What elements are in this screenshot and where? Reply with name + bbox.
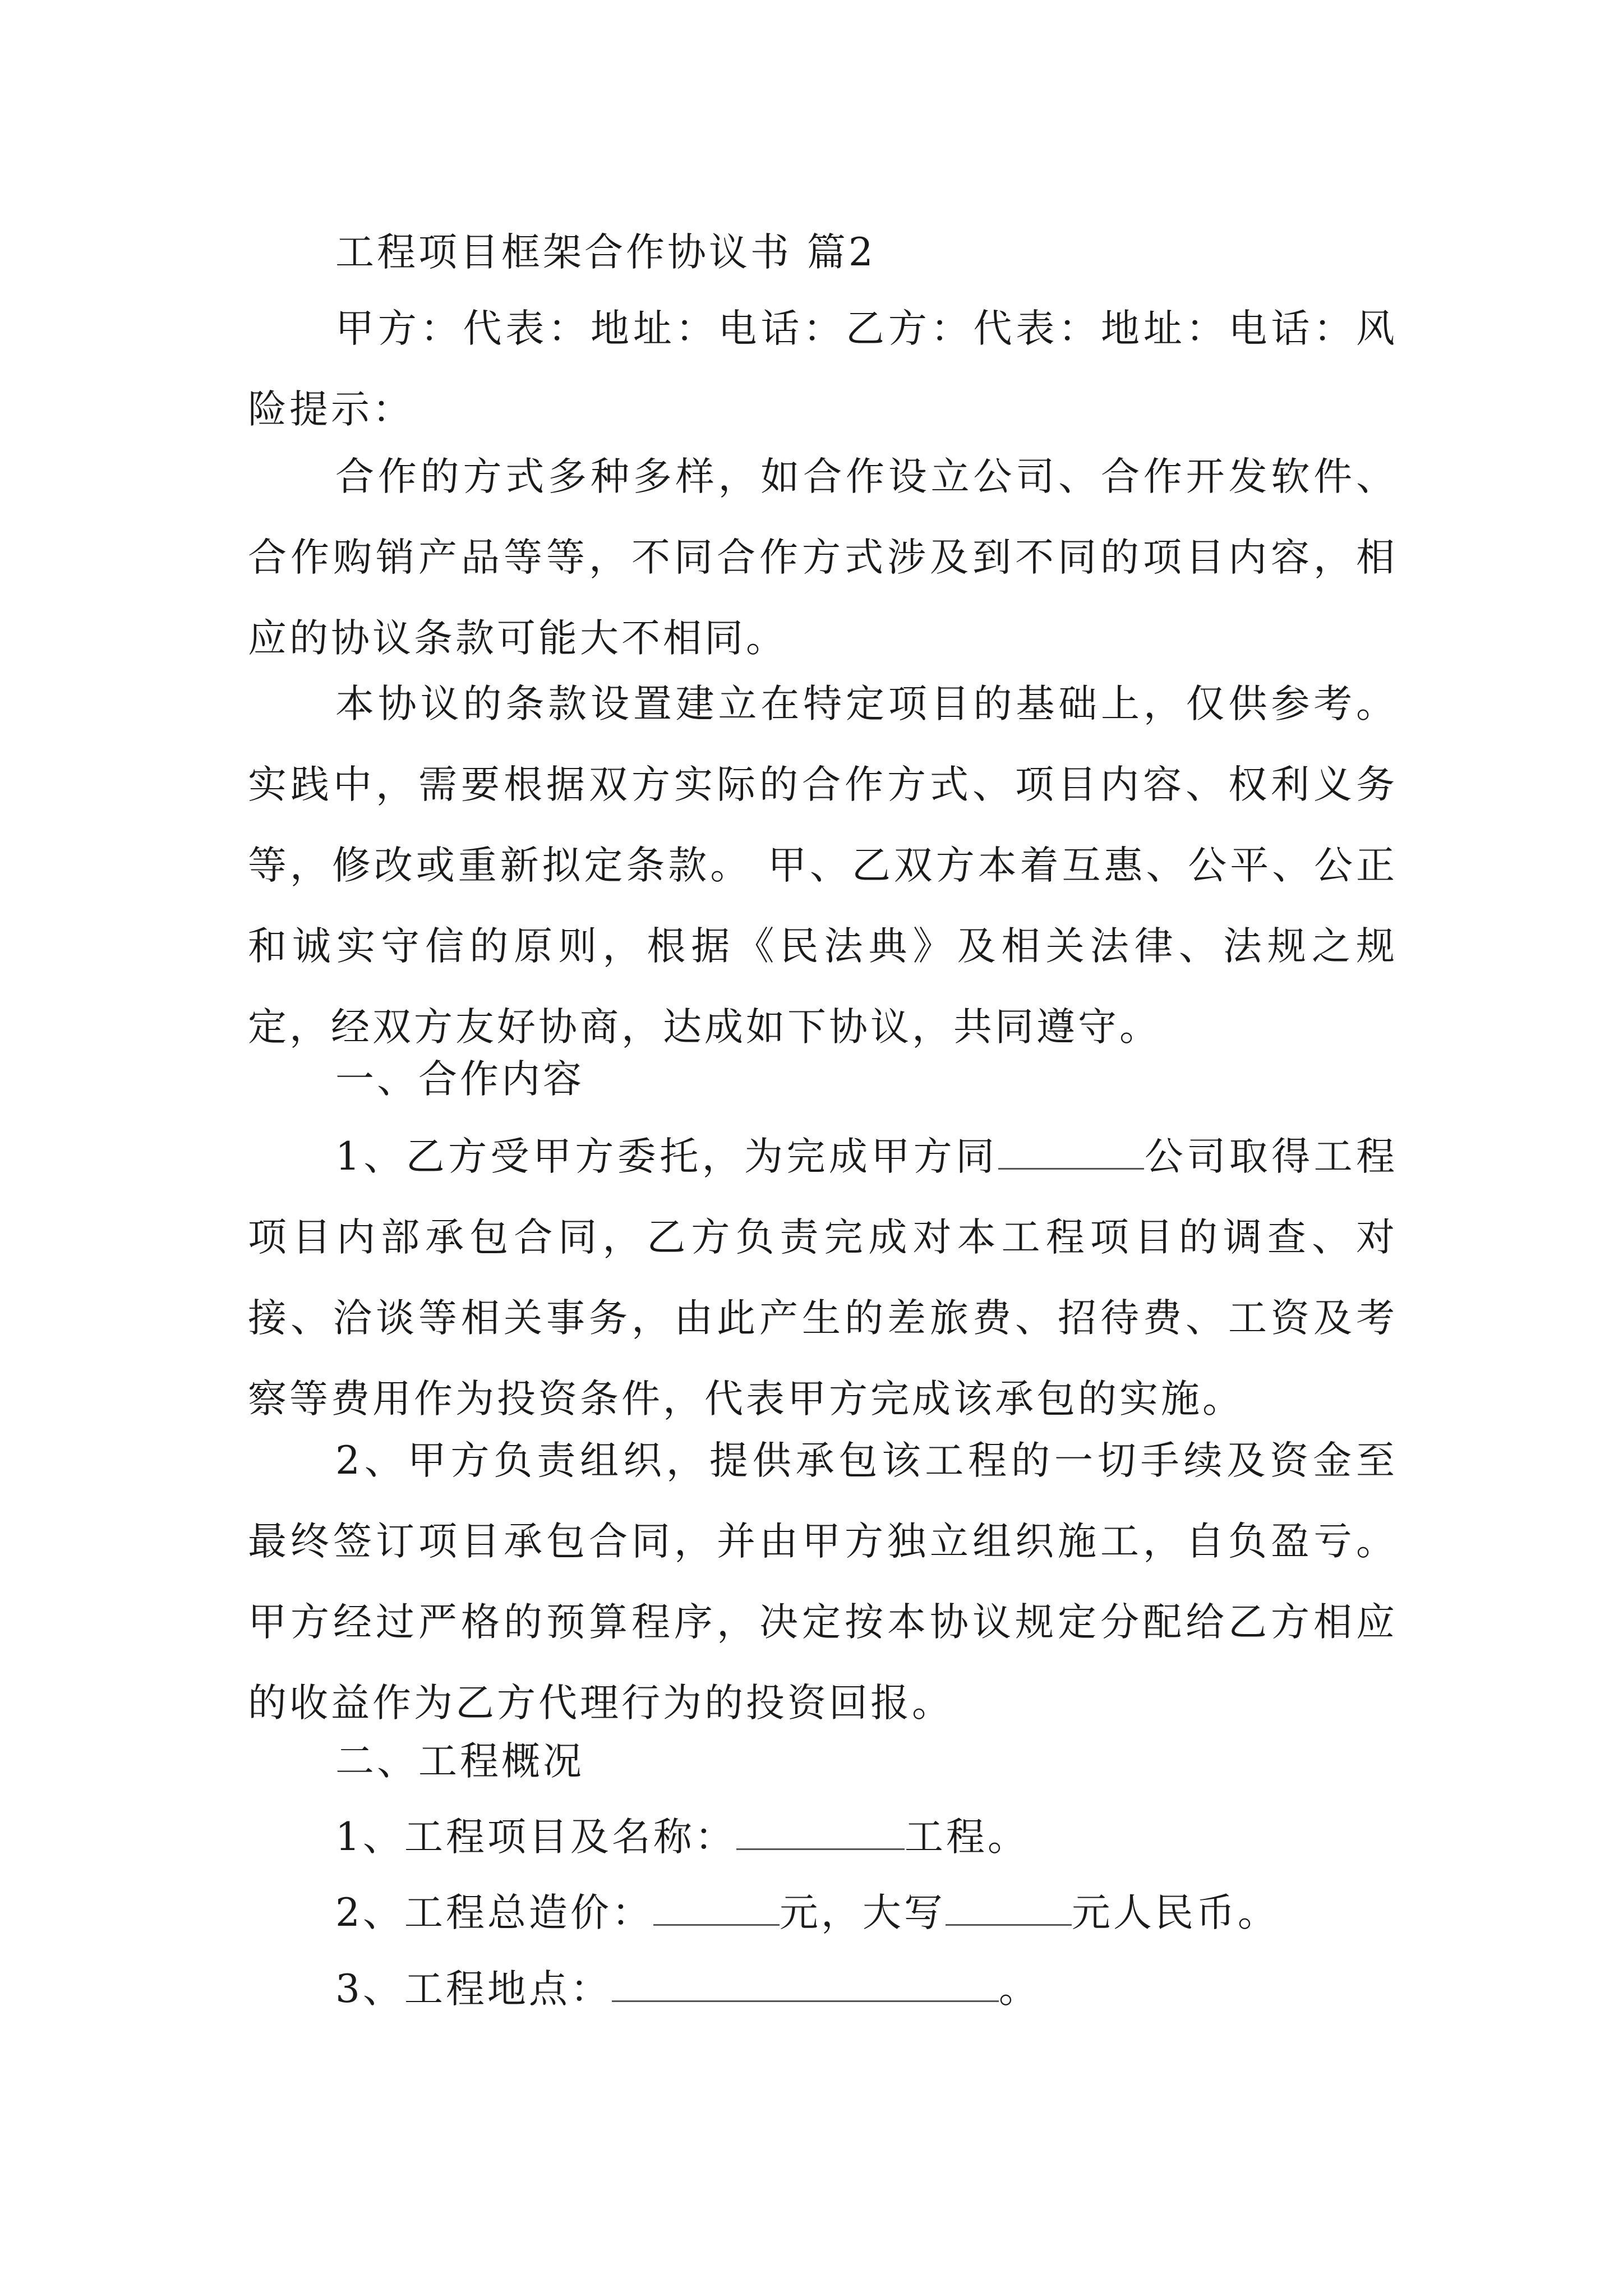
project-location-blank [612,1968,999,2002]
overview-item-1 [248,1797,1398,1878]
overview-item-2 [248,1872,1398,1953]
total-cost-uppercase-blank [946,1892,1072,1926]
cooperation-item-1-text-b: 公司取得工程项目内部承包合同，乙方负责完成对本工程项目的调查、对接、洽谈等相关事务，由此产生的差旅费、招待费、工资及考察等费用作为投资条件，代表甲方完成该承包的实施。 [248,1134,1398,1421]
project-location-end: 。 [998,1967,1040,2012]
overview-item-3 [248,1949,1398,2030]
cooperation-item-1-text-a: 1、乙方受甲方委托，为完成甲方同 [335,1134,998,1179]
parties-line: 甲方：代表：地址：电话：乙方：代表：地址：电话：风险提示： [248,306,1398,432]
project-name-label: 1、工程项目及名称： [335,1815,736,1860]
project-name-suffix: 工程。 [904,1815,1029,1860]
risk-paragraph-1: 合作的方式多种多样，如合作设立公司、合作开发软件、合作购销产品等等，不同合作方式涉及到不同的项目内容，相应的协议条款可能大不相同。 [248,454,1398,661]
project-location-label: 3、工程地点： [335,1967,612,2012]
total-cost-unit: 元，大写 [779,1890,946,1935]
total-cost-currency: 元人民币。 [1071,1890,1279,1935]
section-heading-cooperation: 一、合作内容 [335,1057,584,1102]
total-cost-blank [653,1892,780,1926]
cooperation-item-2: 2、甲方负责组织，提供承包该工程的一切手续及资金至最终签订项目承包合同，并由甲方独立组织施工，自负盈亏。甲方经过严格的预算程序，决定按本协议规定分配给乙方相应的收益作为乙方代理行为的投资回报。 [248,1438,1398,1726]
project-name-blank [736,1816,905,1850]
document-title: 工程项目框架合作协议书 篇2 [335,230,876,275]
risk-paragraph-2: 本协议的条款设置建立在特定项目的基础上，仅供参考。实践中，需要根据双方实际的合作方式、项目内容、权利义务等，修改或重新拟定条款。 甲、乙双方本着互惠、公平、公正和诚实守信的原则，根据《民法典》及相关法律、法规之规定，经双方友好协商，达成如下协议，共同遵守。 [248,682,1398,1050]
section-heading-project-overview: 二、工程概况 [335,1739,584,1784]
total-cost-label: 2、工程总造价： [335,1890,653,1935]
company-blank-field [998,1135,1144,1170]
cooperation-item-1 [248,1116,1398,1439]
